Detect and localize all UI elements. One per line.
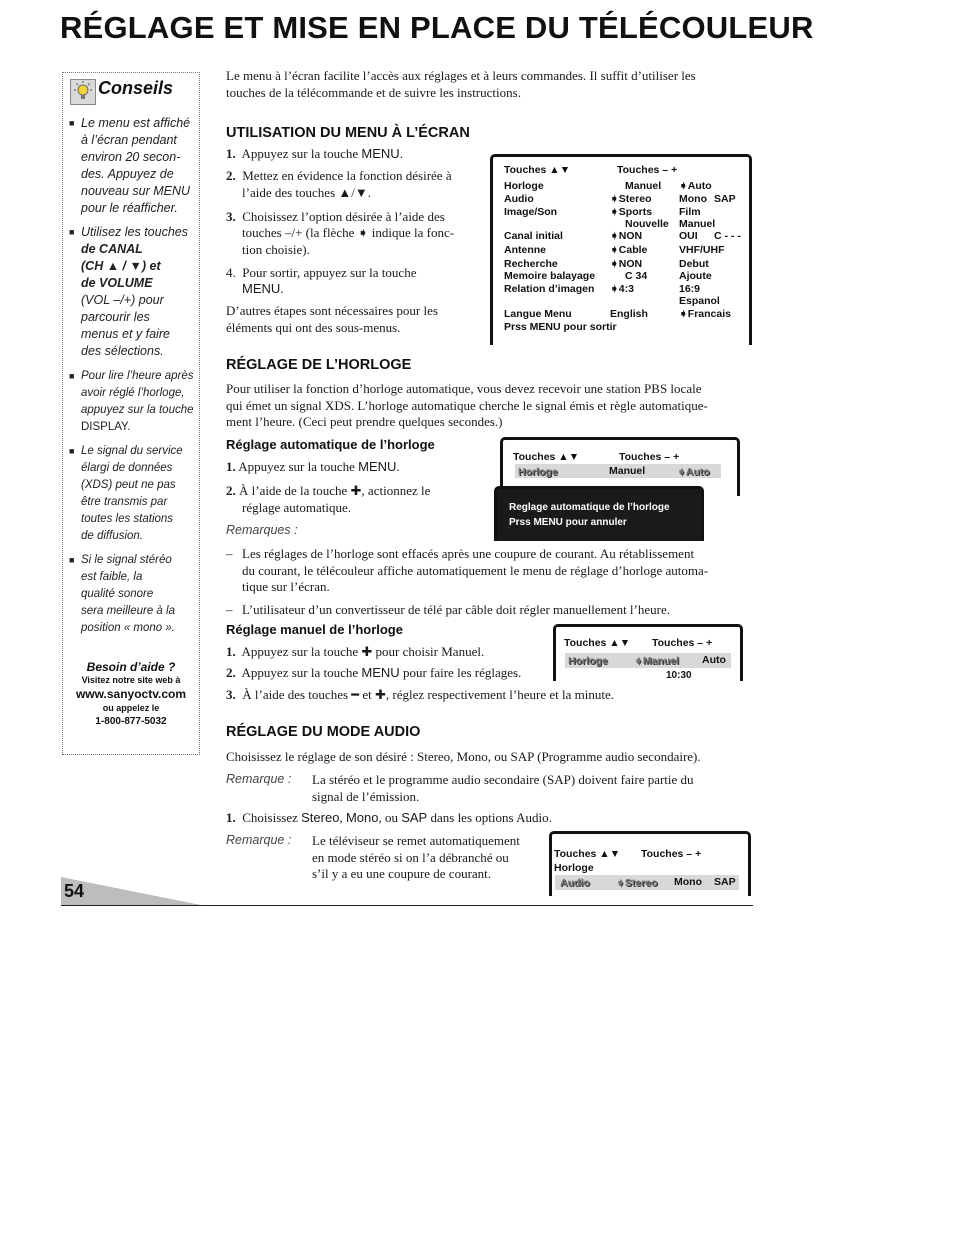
page-number: 54	[64, 881, 85, 901]
menu-cell: ➧NON	[610, 258, 643, 270]
section-title-audio: RÉGLAGE DU MODE AUDIO	[226, 724, 421, 740]
help-box	[63, 660, 199, 727]
audio-screen: Touches ▲▼ Touches – + Horloge Audio ➧Stereo Mono SAP	[549, 831, 751, 896]
menu-cell: Antenne	[504, 244, 546, 256]
menu-cell: Nouvelle	[625, 218, 669, 230]
manual-clock-screen: Touches ▲▼ Touches – + Horloge ➧Manuel Auto 10:30	[553, 624, 743, 681]
tips-sidebar: Conseils ■ Le menu est affiché à l’écran pendant environ 20 secon- des. Appuyez de nouveau sur MENU pour le réafficher. ■ Utilisez les touches de CANAL (CH ▲ / ▼) et de VOLUME (VOL –/+) pour parcourir les menus et y faire des sélections. ■ Pour lire l’heure après avoir réglé l’horloge, appuyez sur la touche DISPLAY. ■ Le signal du service élargi de données (XDS) peut ne pas être transmis par toutes les stations de diffusion. ■ Si le signal stéréo est faible, la qualité sonore sera meilleure à la position « mono ». Besoin d’aide ? Visitez notre site web à www.sanyoctv.com ou appelez le 1-800-877-5032	[62, 72, 200, 755]
clock-remarks: – Les réglages de l’horloge sont effacés après une coupure de courant. Au rétablissement du courant, le télécouleur affiche automatiquement le menu de réglage d’horloge automa- tique sur l’écran. – L’utilisateur d’un convertisseur de télé par câble doit régler manuellement l’heure.	[226, 546, 709, 617]
audio-remark-1: La stéréo et le programme audio secondaire (SAP) doivent faire partie du signal de l’émission.	[312, 772, 694, 804]
subheading-auto-clock: Réglage automatique de l’horloge	[226, 437, 435, 452]
menu-cell: ➧Sports	[610, 206, 653, 218]
menu-cell: OUI	[679, 230, 698, 242]
menu-cell: Horloge	[504, 180, 544, 192]
help-phone: 1-800-877-5032	[95, 716, 167, 727]
audio-remark-2: Le téléviseur se remet automatiquement en mode stéréo si on l’a débranché ou s’il y a eu une coupure de courant.	[312, 833, 520, 881]
menu-cell: Film	[679, 206, 701, 218]
menu-cell: ➧Francais	[679, 308, 731, 320]
menu-cell: Langue Menu	[504, 308, 572, 320]
menu-cell: ➧Stereo	[610, 193, 652, 205]
auto-clock-screen: Touches ▲▼ Touches – + Horloge Manuel ➧Auto	[500, 437, 740, 496]
auto-clock-message-screen: Reglage automatique de l’horloge Prss MENU pour annuler	[494, 486, 704, 541]
audio-intro: Choisissez le réglage de son désiré : Stereo, Mono, ou SAP (Programme audio secondaire).	[226, 749, 701, 764]
subheading-manual-clock: Réglage manuel de l’horloge	[226, 622, 403, 637]
menu-cell: SAP	[714, 193, 736, 205]
clock-intro: Pour utiliser la fonction d’horloge automatique, vous devez recevoir une station PBS locale qui émet un signal XDS. L’horloge automatique cherche le signal émis et règle automatique- ment l’heure. (Ceci peut prendre quelques secondes.)	[226, 381, 708, 429]
menu-cell: Canal initial	[504, 230, 563, 242]
page-footer-graphic	[61, 877, 753, 907]
menu-cell: Recherche	[504, 258, 558, 270]
menu-steps: 1. Appuyez sur la touche MENU. 2. Mettez en évidence la fonction désirée à l’aide des touches ▲/▼. 3. Choisissez l’option désirée à l’aide des touches –/+ (la flèche ➧ indique la fonc- tion choisie). 4. Pour sortir, appuyez sur la touche MENU. D’autres étapes sont nécessaires pour les éléments qui ont des sous-menus.	[226, 146, 455, 335]
menu-cell: Memoire balayage	[504, 270, 596, 282]
intro-text: Le menu à l’écran facilite l’accès aux réglages et à leurs commandes. Il suffit d’utiliser les touches de la télécommande et de suivre les instructions.	[226, 68, 696, 100]
menu-cell: Ajoute	[679, 270, 712, 282]
menu-cell: C - - -	[714, 230, 741, 242]
help-url[interactable]: www.sanyoctv.com	[75, 687, 187, 701]
help-title: Besoin d’aide ?	[86, 660, 176, 674]
manual-clock-step-1: 1. Appuyez sur la touche ✚ pour choisir Manuel.	[226, 644, 485, 659]
remarks-label: Remarques :	[226, 523, 298, 537]
menu-cell: C 34	[625, 270, 648, 282]
menu-screen: Touches ▲▼ Touches – + Horloge Manuel ➧Auto Audio ➧Stereo Mono SAP Image/Son ➧Sports Film Nouvelle Manuel Canal initial ➧NON OUI C - - - Antenne ➧Cable VHF/UHF Recherche ➧NON Debut Memoire balayage C 34 Ajoute Relation d’imagen ➧4:3 16:9 Espanol Langue Menu English ➧Francais Prss MENU pour sortir	[490, 154, 752, 345]
manual-clock-step-3: 3. À l’aide des touches ━ et ✚, réglez respectivement l’heure et la minute.	[226, 687, 614, 702]
menu-cell: ➧4:3	[610, 283, 634, 295]
manual-clock-step-2: 2. Appuyez sur la touche MENU pour faire les réglages.	[226, 665, 522, 680]
section-title-clock: RÉGLAGE DE L’HORLOGE	[226, 357, 412, 373]
auto-clock-step-2: 2. À l’aide de la touche ✚, actionnez le réglage automatique.	[226, 483, 431, 515]
menu-cell: ➧Cable	[610, 244, 648, 256]
page-title: RÉGLAGE ET MISE EN PLACE DU TÉLÉCOULEUR	[60, 10, 814, 45]
menu-cell: Mono	[679, 193, 707, 205]
menu-cell: Audio	[504, 193, 534, 205]
help-line2: ou appelez le	[102, 703, 160, 713]
menu-cell: Manuel	[625, 180, 662, 192]
menu-cell: Debut	[679, 258, 709, 270]
menu-cell: VHF/UHF	[679, 244, 725, 256]
sidebar-heading: Conseils	[98, 78, 174, 98]
audio-remark-label-2: Remarque :	[226, 833, 292, 847]
menu-cell: ➧Auto	[679, 180, 712, 192]
lightbulb-icon	[70, 79, 96, 105]
menu-cell: ➧NON	[610, 230, 643, 242]
menu-cell: Espanol	[679, 295, 720, 307]
menu-cell: Manuel	[679, 218, 716, 230]
audio-step-1: 1. Choisissez Stereo, Mono, ou SAP dans les options Audio.	[226, 810, 552, 825]
menu-cell: Relation d’imagen	[504, 283, 595, 295]
section-title-menu: UTILISATION DU MENU À L’ÉCRAN	[226, 125, 470, 141]
auto-clock-step-1: 1. Appuyez sur la touche MENU.	[226, 459, 400, 474]
menu-cell: Image/Son	[504, 206, 558, 218]
menu-cell: English	[610, 308, 648, 320]
menu-cell: 16:9	[679, 283, 701, 295]
audio-remark-label-1: Remarque :	[226, 772, 292, 786]
help-line1: Visitez notre site web à	[81, 675, 181, 685]
